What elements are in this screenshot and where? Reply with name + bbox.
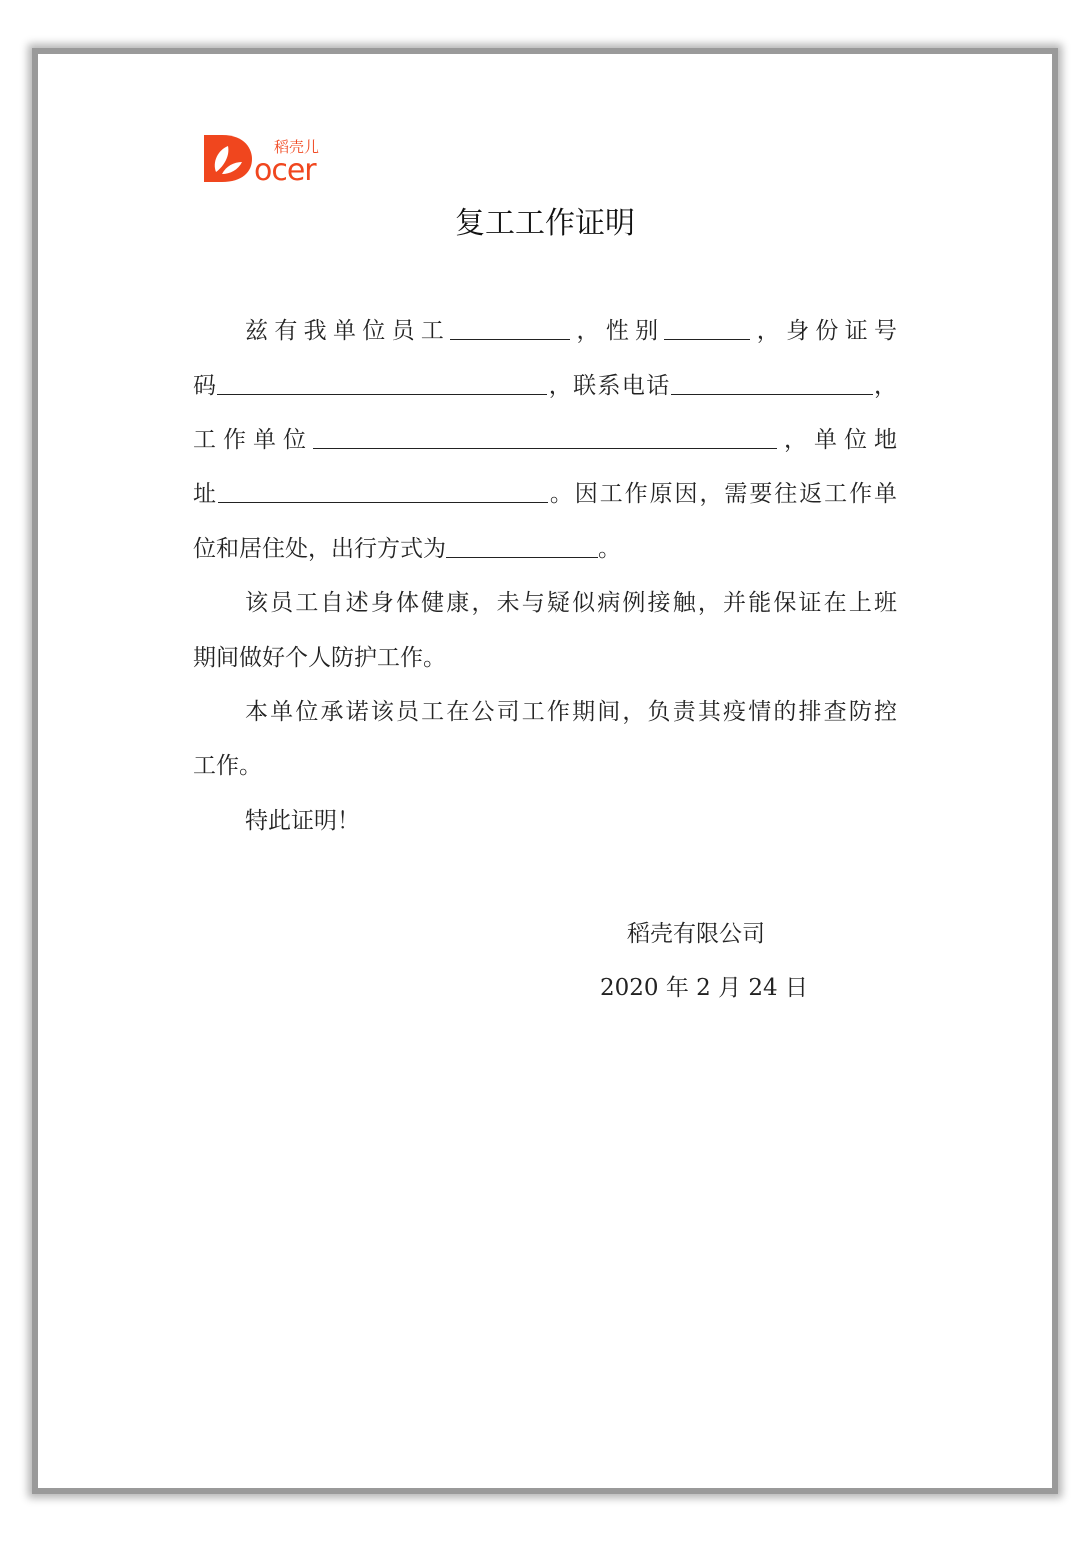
text: 码 — [193, 373, 218, 399]
text: 工作单位 — [193, 427, 313, 453]
work-unit-blank[interactable] — [313, 426, 777, 449]
text: ，性别 — [570, 318, 665, 344]
phone-blank[interactable] — [671, 372, 873, 395]
document-title: 复工工作证明 — [455, 206, 635, 241]
text: 。因工作原因，需要往返工作单 — [547, 481, 898, 507]
closing-statement: 特此证明！ — [245, 808, 360, 834]
text: 。 — [598, 536, 621, 562]
text: 位和居住处，出行方式为 — [193, 536, 446, 562]
svg-text:稻壳儿: 稻壳儿 — [274, 138, 320, 156]
paragraph-1-line-5 — [193, 534, 897, 564]
text: ， — [872, 373, 897, 399]
company-name: 稻壳有限公司 — [627, 921, 765, 947]
text: ，单位地 — [777, 427, 897, 453]
paragraph-1-line-2 — [193, 371, 897, 401]
travel-mode-blank[interactable] — [446, 535, 598, 558]
paragraph-3-line-1: 本单位承诺该员工在公司工作期间，负责其疫情的排查防控 — [245, 699, 897, 725]
text: ，身份证号 — [750, 318, 897, 344]
paragraph-2-line-2: 期间做好个人防护工作。 — [193, 645, 446, 671]
docer-logo — [202, 132, 326, 184]
employee-name-blank[interactable] — [450, 317, 570, 340]
paragraph-1-line-4 — [193, 479, 897, 509]
unit-address-blank[interactable] — [218, 480, 548, 503]
svg-text:ocer: ocer — [254, 153, 316, 184]
paragraph-3-line-2: 工作。 — [193, 753, 262, 779]
signature-date: 2020 年 2 月 24 日 — [600, 975, 808, 1001]
gender-blank[interactable] — [664, 317, 750, 340]
text: 兹有我单位员工 — [245, 318, 451, 344]
paragraph-1-line-3 — [193, 425, 897, 455]
id-number-blank[interactable] — [217, 372, 547, 395]
paragraph-2-line-1: 该员工自述身体健康，未与疑似病例接触，并能保证在上班 — [245, 590, 897, 616]
text: 址 — [193, 481, 218, 507]
paragraph-1-line-1 — [193, 316, 897, 346]
text: ，联系电话 — [547, 373, 671, 399]
